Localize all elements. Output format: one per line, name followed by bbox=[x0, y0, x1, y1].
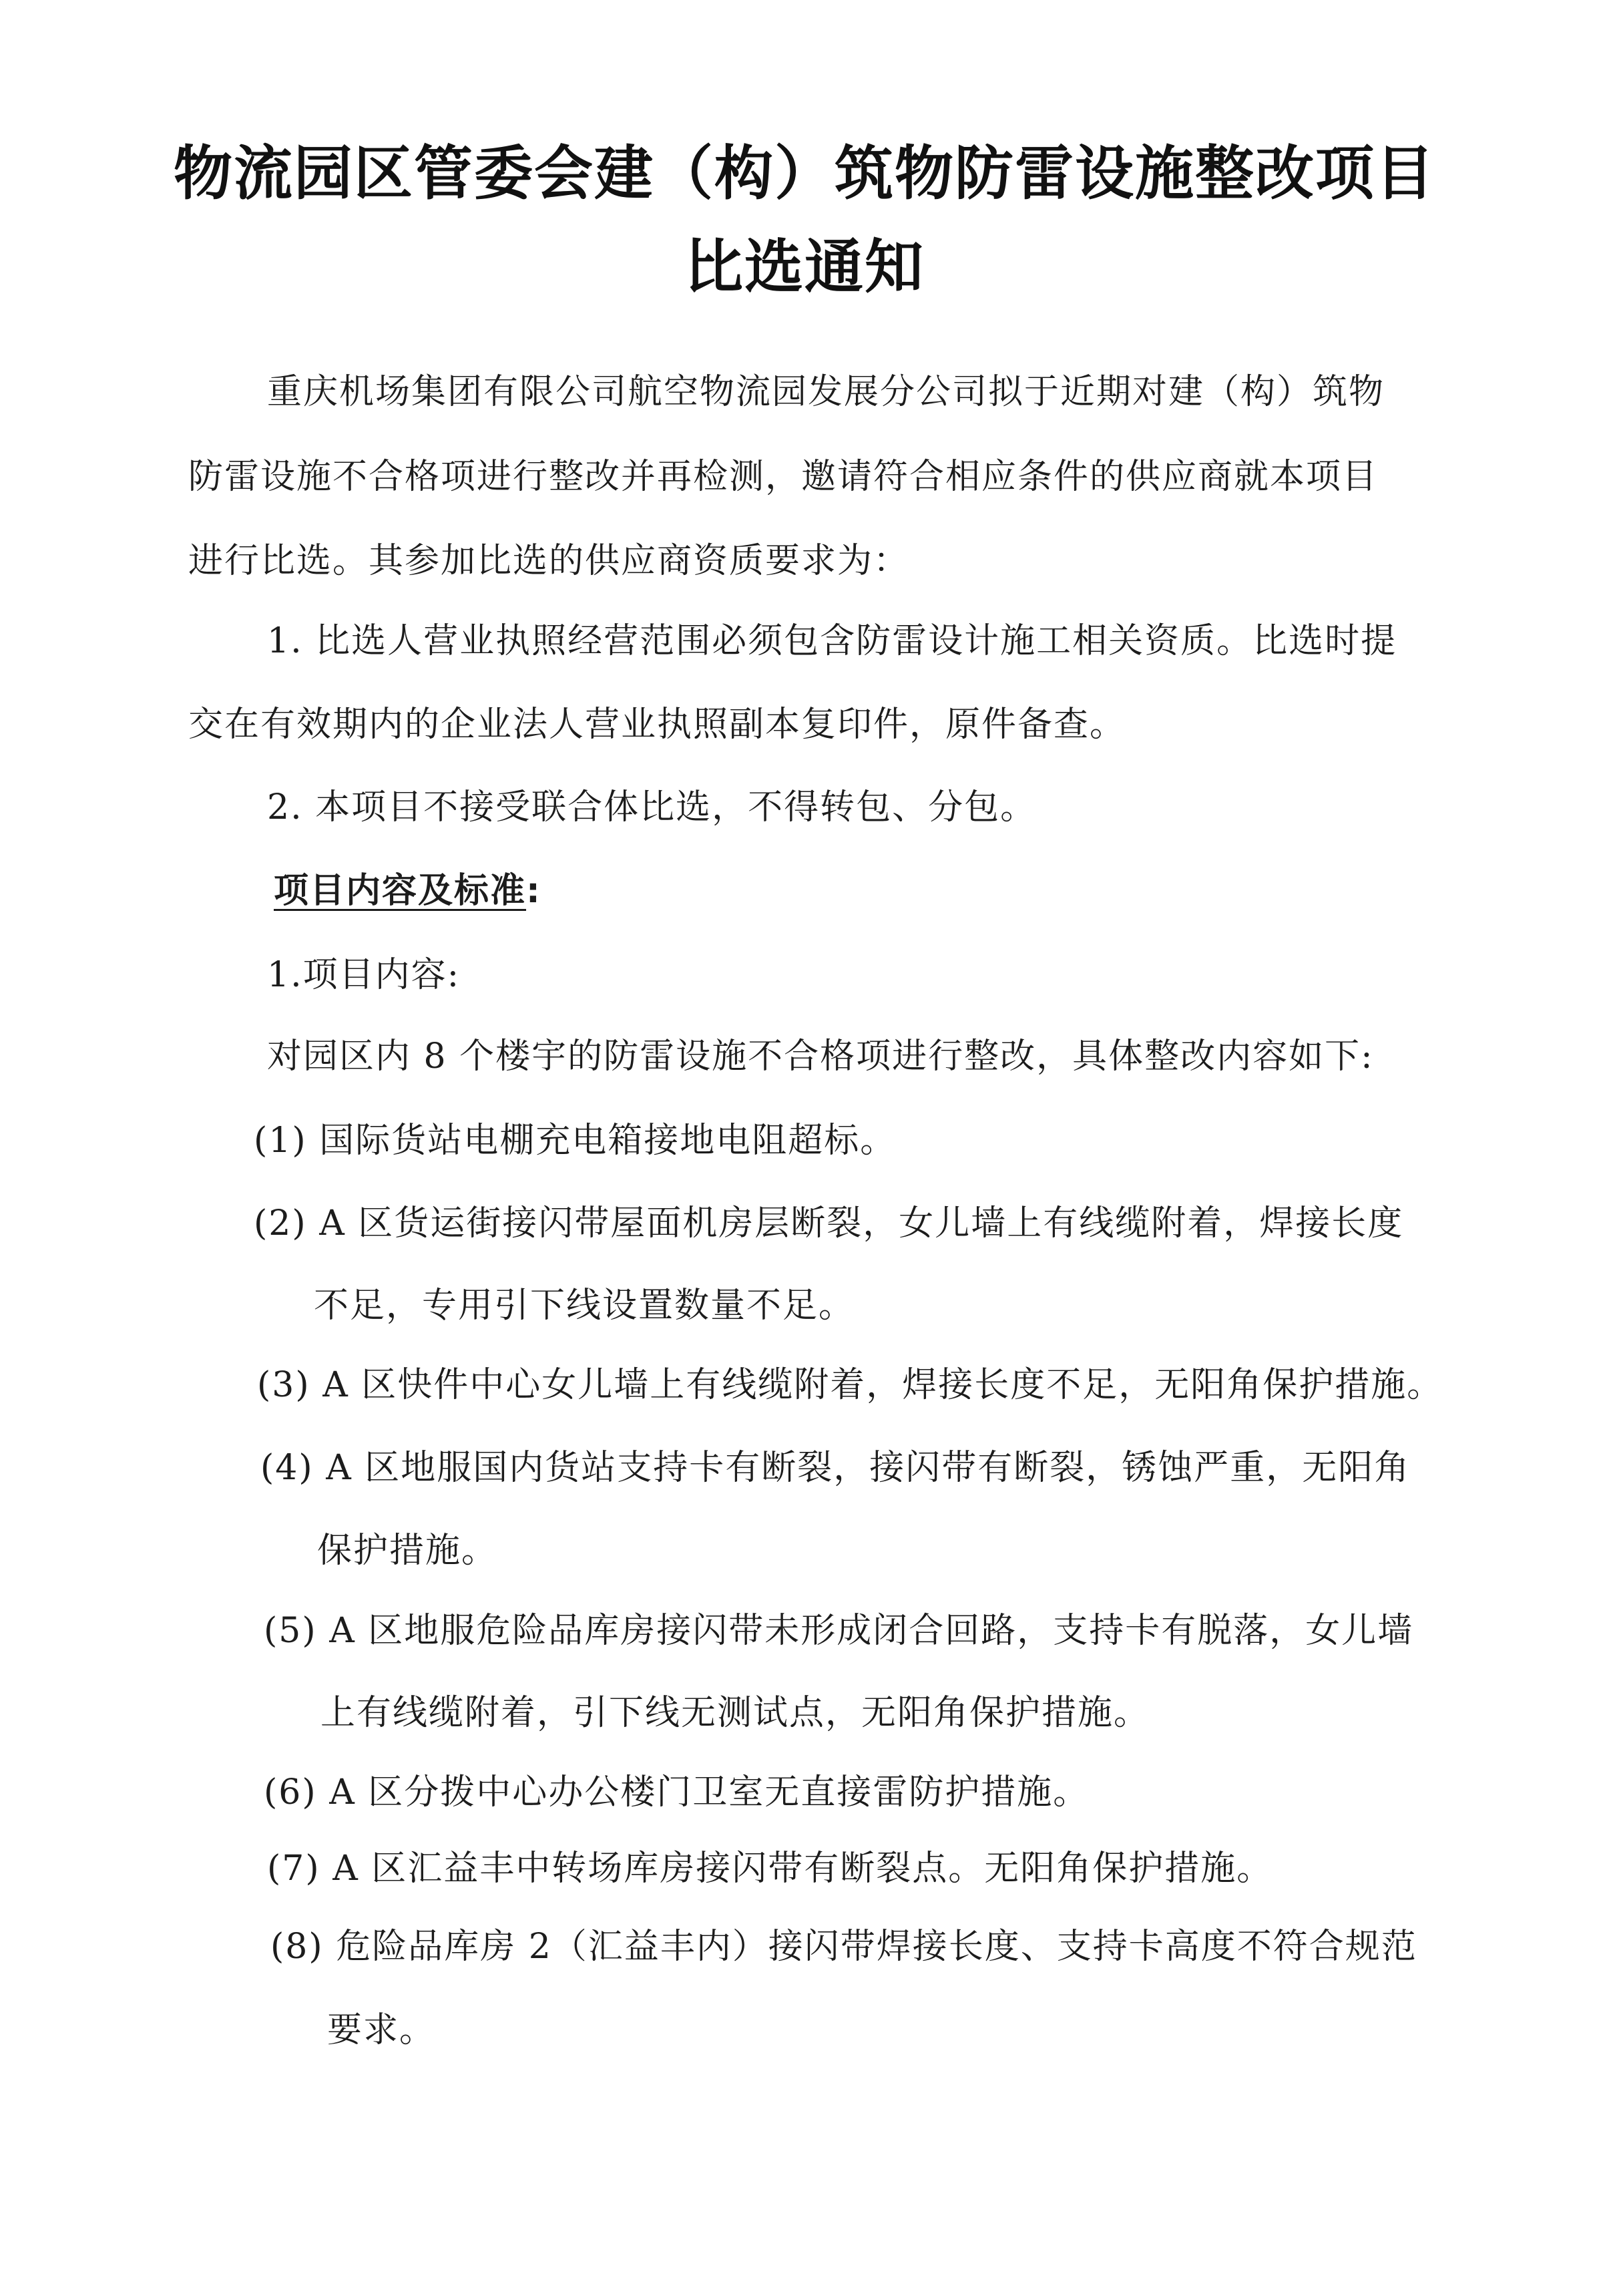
item-2-line-2: 不足，专用引下线设置数量不足。 bbox=[314, 1286, 855, 1326]
document-title-line-2: 比选通知 bbox=[684, 232, 925, 301]
item-3: (3) A 区快件中心女儿墙上有线缆附着，焊接长度不足，无阳角保护措施。 bbox=[257, 1365, 1443, 1405]
document-title-line-1: 物流园区管委会建（构）筑物防雷设施整改项目 bbox=[173, 139, 1435, 208]
item-1: (1) 国际货站电棚充电箱接地电阻超标。 bbox=[254, 1121, 897, 1161]
requirement-1-line-2: 交在有效期内的企业法人营业执照副本复印件，原件备查。 bbox=[188, 705, 1126, 745]
intro-paragraph-line-2: 防雷设施不合格项进行整改并再检测，邀请符合相应条件的供应商就本项目 bbox=[188, 457, 1379, 497]
requirement-1-line-1: 1. 比选人营业执照经营范围必须包含防雷设计施工相关资质。比选时提 bbox=[267, 621, 1397, 661]
item-4-line-2: 保护措施。 bbox=[317, 1531, 498, 1571]
section-heading bbox=[274, 870, 541, 912]
item-8-line-2: 要求。 bbox=[327, 2010, 436, 2050]
subsection-project-content: 1.项目内容: bbox=[267, 955, 461, 995]
item-7: (7) A 区汇益丰中转场库房接闪带有断裂点。无阳角保护措施。 bbox=[267, 1849, 1273, 1889]
requirement-2: 2. 本项目不接受联合体比选，不得转包、分包。 bbox=[267, 787, 1037, 827]
section-heading-colon: : bbox=[526, 871, 541, 911]
intro-paragraph-line-1: 重庆机场集团有限公司航空物流园发展分公司拟于近期对建（构）筑物 bbox=[267, 372, 1385, 412]
lead-sentence: 对园区内 8 个楼宇的防雷设施不合格项进行整改，具体整改内容如下: bbox=[267, 1036, 1374, 1077]
item-6: (6) A 区分拨中心办公楼门卫室无直接雷防护措施。 bbox=[264, 1772, 1090, 1812]
item-5-line-2: 上有线缆附着，引下线无测试点，无阳角保护措施。 bbox=[320, 1693, 1150, 1733]
item-8-line-1: (8) 危险品库房 2（汇益丰内）接闪带焊接长度、支持卡高度不符合规范 bbox=[270, 1927, 1417, 1967]
item-5-line-1: (5) A 区地服危险品库房接闪带未形成闭合回路，支持卡有脱落，女儿墙 bbox=[264, 1611, 1414, 1651]
item-4-line-1: (4) A 区地服国内货站支持卡有断裂，接闪带有断裂，锈蚀严重，无阳角 bbox=[260, 1448, 1411, 1488]
item-2-line-1: (2) A 区货运街接闪带屋面机房层断裂，女儿墙上有线缆附着，焊接长度 bbox=[254, 1203, 1404, 1243]
intro-paragraph-line-3: 进行比选。其参加比选的供应商资质要求为： bbox=[188, 541, 910, 581]
section-heading-text: 项目内容及标准 bbox=[274, 871, 527, 911]
